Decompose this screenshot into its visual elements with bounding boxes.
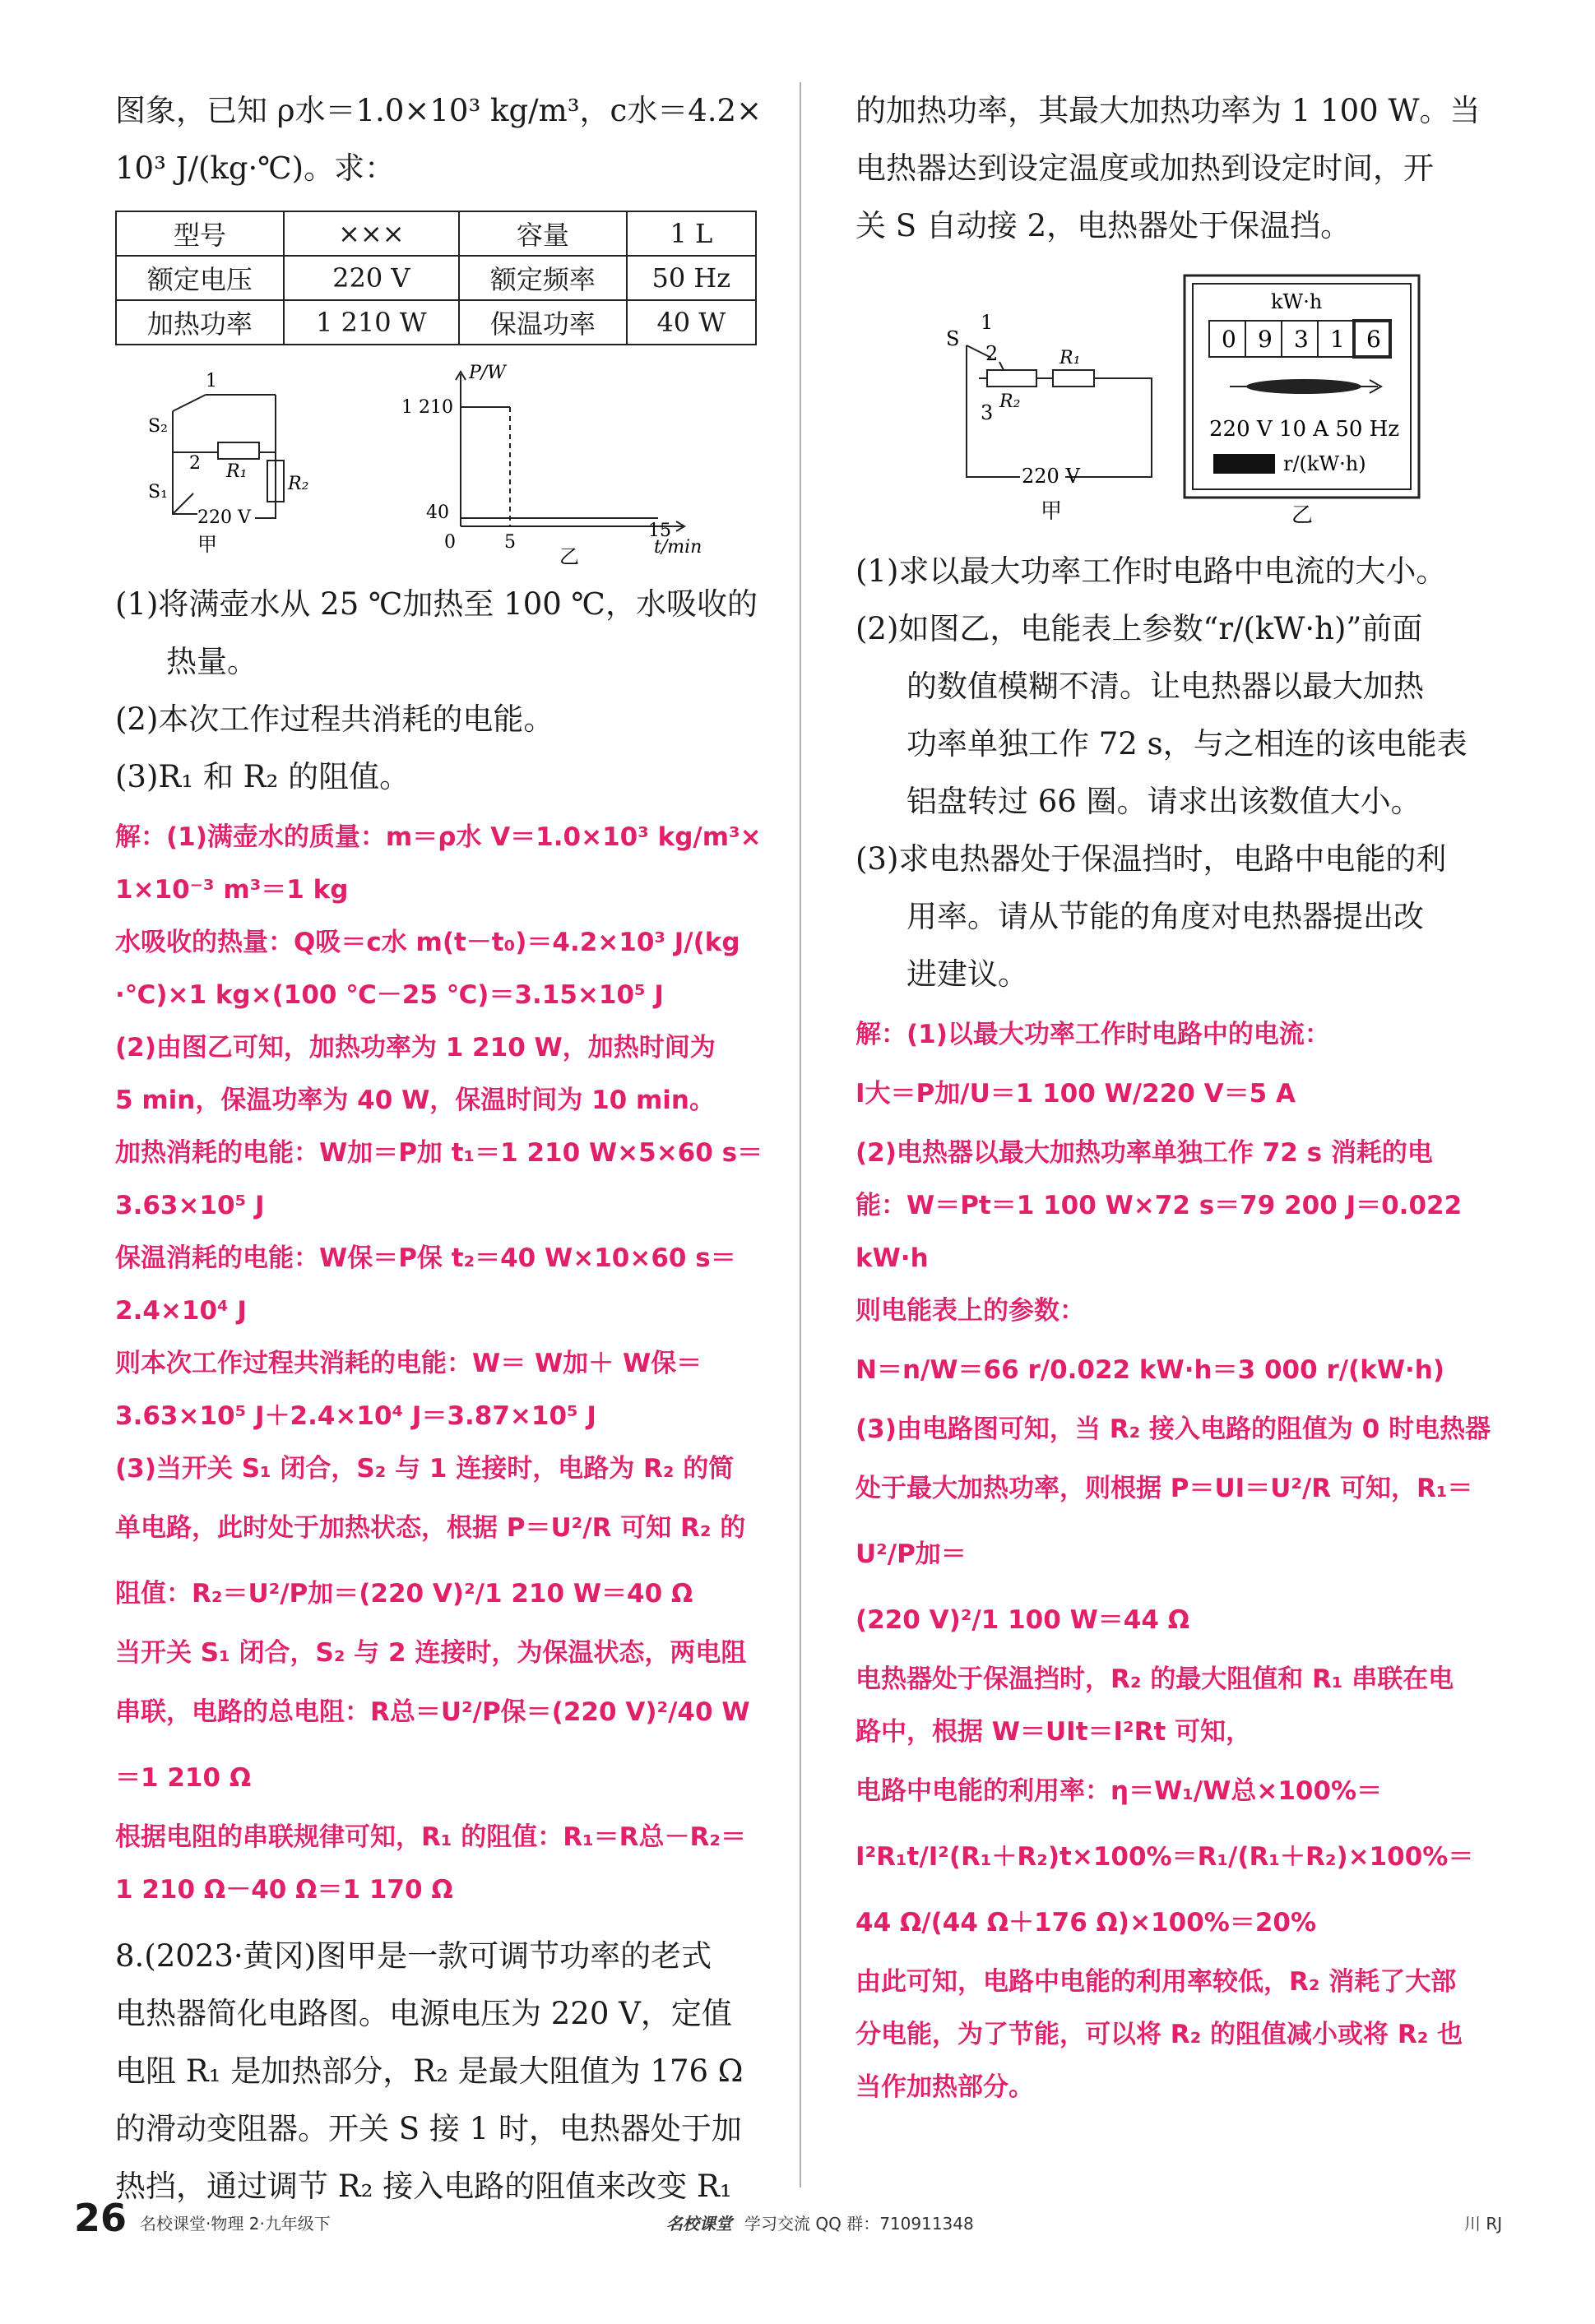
- solution-line: 解：(1)以最大功率工作时电路中的电流：: [855, 1020, 1330, 1049]
- question-8-line: 热挡，通过调节 R₂ 接入电路的阻值来改变 R₁: [115, 2169, 732, 2204]
- caption-yi: 乙: [559, 545, 579, 567]
- question-3-line: 用率。请从节能的角度对电热器提出改: [906, 899, 1424, 934]
- table-cell: 50 Hz: [627, 256, 756, 300]
- solution-line: 分电能，为了节能，可以将 R₂ 的阻值减小或将 R₂ 也: [855, 2020, 1463, 2049]
- solution-line: N＝n/W＝66 r/0.022 kW·h＝3 000 r/(kW·h): [855, 1355, 1445, 1385]
- table-cell: 1 L: [627, 211, 756, 256]
- solution-line: 3.63×10⁵ J＋2.4×10⁴ J＝3.87×10⁵ J: [115, 1401, 596, 1431]
- caption-yi: 乙: [1291, 503, 1314, 528]
- solution-line: 保温消耗的电能：W保＝P保 t₂＝40 W×10×60 s＝: [115, 1243, 736, 1273]
- table-cell: ×××: [284, 211, 459, 256]
- solution-line: 1×10⁻³ m³＝1 kg: [115, 875, 349, 905]
- solution-line: 2.4×10⁴ J: [115, 1296, 247, 1326]
- solution-line: 根据电阻的串联规律可知，R₁ 的阻值：R₁＝R总－R₂＝: [115, 1822, 747, 1852]
- page-number: 26: [74, 2196, 128, 2240]
- solution-line: (2)电热器以最大加热功率单独工作 72 s 消耗的电: [855, 1138, 1433, 1168]
- intro-line-1: 图象，已知 ρ水＝1.0×10³ kg/m³，c水＝4.2×: [115, 93, 763, 128]
- solution-line: 水吸收的热量：Q吸＝c水 m(t－t₀)＝4.2×10³ J/(kg: [115, 928, 740, 957]
- qq-group: 学习交流 QQ 群：710911348: [744, 2214, 974, 2234]
- meter-digit: 1: [1330, 326, 1345, 353]
- solution-line: 处于最大加热功率，则根据 P＝UI＝U²/R 可知，R₁＝U²/P加＝: [855, 1474, 1473, 1569]
- caption-jia: 甲: [197, 533, 217, 556]
- circuit-diagram-jia-right: [930, 312, 1176, 535]
- solution-block: [115, 811, 773, 1916]
- y-tick-1210: 1 210: [401, 397, 453, 418]
- meter-digit: 0: [1222, 326, 1236, 353]
- label-s1: S₁: [148, 482, 168, 502]
- question-2-line: 功率单独工作 72 s，与之相连的该电能表: [906, 726, 1467, 762]
- question-1-line-2: 热量。: [166, 644, 257, 679]
- x-tick-5: 5: [504, 532, 516, 553]
- question-8-cont-line: 关 S 自动接 2，电热器处于保温挡。: [855, 208, 1352, 243]
- solution-line: 则电能表上的参数：: [855, 1296, 1085, 1326]
- solution-line: 当作加热部分。: [855, 2072, 1034, 2102]
- solution-line: (3)由电路图可知，当 R₂ 接入电路的阻值为 0 时电热器: [855, 1414, 1491, 1444]
- page-footer: [74, 2196, 1522, 2245]
- caption-jia: 甲: [1041, 499, 1063, 524]
- question-8-line: 电阻 R₁ 是加热部分，R₂ 是最大阻值为 176 Ω: [115, 2053, 744, 2089]
- solution-line: (2)由图乙可知，加热功率为 1 210 W，加热时间为: [115, 1033, 716, 1062]
- question-1: (1)求以最大功率工作时电路中电流的大小。: [855, 553, 1447, 589]
- label-s2: S₂: [148, 416, 168, 437]
- solution-line: 能：W＝Pt＝1 100 W×72 s＝79 200 J＝0.022 kW·h: [855, 1191, 1463, 1273]
- energy-meter: [1180, 271, 1427, 535]
- table-cell: 容量: [459, 211, 627, 256]
- label-r2: R₂: [288, 474, 309, 494]
- solution-line: 加热消耗的电能：W加＝P加 t₁＝1 210 W×5×60 s＝: [115, 1138, 763, 1168]
- table-cell: 保温功率: [459, 300, 627, 345]
- left-column: [115, 82, 773, 2215]
- solution-line: I大＝P加/U＝1 100 W/220 V＝5 A: [855, 1079, 1296, 1109]
- x-tick-0: 0: [444, 532, 456, 553]
- figure-row: [115, 362, 773, 576]
- question-8-line: 的滑动变阻器。开关 S 接 1 时，电热器处于加: [115, 2111, 742, 2146]
- label-r1: R₁: [226, 461, 248, 482]
- solution-line: 单电路，此时处于加热状态，根据 P＝U²/R 可知 R₂ 的: [115, 1513, 746, 1543]
- question-2-line: 铝盘转过 66 圈。请求出该数值大小。: [906, 784, 1421, 819]
- question-1: [115, 576, 773, 633]
- label-2: 2: [985, 342, 999, 365]
- question-2-line: 的数值模糊不清。让电热器以最大加热: [906, 669, 1424, 704]
- question-8: [115, 1928, 773, 2215]
- solution-line: 1 210 Ω－40 Ω＝1 170 Ω: [115, 1875, 453, 1905]
- meter-unit: kW·h: [1271, 290, 1323, 313]
- meter-digit: 3: [1294, 326, 1309, 353]
- label-3: 3: [981, 401, 994, 424]
- solution-line: 3.63×10⁵ J: [115, 1191, 265, 1220]
- solution-line: ·℃)×1 kg×(100 ℃－25 ℃)＝3.15×10⁵ J: [115, 980, 664, 1010]
- label-voltage: 220 V: [197, 507, 251, 528]
- power-time-graph: [395, 362, 707, 567]
- x-tick-15: 15: [648, 521, 671, 541]
- column-divider: [800, 82, 801, 2187]
- solution-line: 解：(1)满壶水的质量：m＝ρ水 V＝1.0×10³ kg/m³×: [115, 822, 762, 852]
- x-axis-label: t/min: [654, 537, 702, 558]
- label-r1: R₁: [1059, 348, 1081, 368]
- question-8-line: 8.(2023·黄冈)图甲是一款可调节功率的老式: [115, 1938, 712, 1974]
- question-3-line: (3)求电热器处于保温挡时，电路中电能的利: [855, 841, 1447, 877]
- brand-logo: 名校课堂: [666, 2214, 732, 2234]
- question-8-line: 电热器简化电路图。电源电压为 220 V，定值: [115, 1996, 732, 2031]
- table-row: [116, 256, 756, 300]
- solution-line: 当开关 S₁ 闭合，S₂ 与 2 连接时，为保温状态，两电阻: [115, 1638, 747, 1668]
- solution-line: 路中，根据 W＝UIt＝I²Rt 可知，: [855, 1717, 1252, 1747]
- label-2: 2: [189, 453, 201, 474]
- spec-table: [115, 211, 757, 345]
- question-2-line: (2)如图乙，电能表上参数“r/(kW·h)”前面: [855, 611, 1423, 646]
- solution-line: 电热器处于保温挡时，R₂ 的最大阻值和 R₁ 串联在电: [855, 1664, 1454, 1694]
- solution-line: (3)当开关 S₁ 闭合，S₂ 与 1 连接时，电路为 R₂ 的简: [115, 1454, 735, 1484]
- meter-rev-unit: r/(kW·h): [1283, 452, 1366, 475]
- book-title: 名校课堂·物理 2·九年级下: [140, 2214, 331, 2234]
- table-cell: 额定电压: [116, 256, 284, 300]
- solution-line: (220 V)²/1 100 W＝44 Ω: [855, 1605, 1190, 1635]
- table-cell: 1 210 W: [284, 300, 459, 345]
- circuit-diagram-jia: [148, 362, 337, 567]
- right-column: [855, 82, 1514, 2113]
- solution-line: 阻值：R₂＝U²/P加＝(220 V)²/1 210 W＝40 Ω: [115, 1579, 693, 1609]
- edition-label: 川 RJ: [1464, 2214, 1503, 2234]
- solution-line: 串联，电路的总电阻：R总＝U²/P保＝(220 V)²/40 W＝1 210 Ω: [115, 1697, 750, 1793]
- question-2: (2)本次工作过程共消耗的电能。: [115, 701, 554, 737]
- question-8-cont-line: 电热器达到设定温度或加热到设定时间，开: [855, 150, 1434, 186]
- table-cell: 40 W: [627, 300, 756, 345]
- solution-line: I²R₁t/I²(R₁＋R₂)t×100%＝R₁/(R₁＋R₂)×100%＝: [855, 1842, 1474, 1872]
- y-tick-40: 40: [426, 502, 449, 523]
- label-s: S: [946, 327, 960, 350]
- meter-spec: 220 V 10 A 50 Hz: [1209, 417, 1400, 442]
- question-3: (3)R₁ 和 R₂ 的阻值。: [115, 759, 410, 794]
- label-r2: R₂: [999, 391, 1021, 412]
- question-8-cont-line: 的加热功率，其最大加热功率为 1 100 W。当: [855, 93, 1481, 128]
- table-cell: 加热功率: [116, 300, 284, 345]
- label-voltage: 220 V: [1022, 465, 1080, 488]
- table-row: [116, 211, 756, 256]
- y-axis-label: P/W: [469, 363, 506, 383]
- solution-line: 5 min，保温功率为 40 W，保温时间为 10 min。: [115, 1086, 715, 1115]
- question-3-line: 进建议。: [906, 956, 1028, 992]
- solution-line: 则本次工作过程共消耗的电能：W＝ W加＋ W保＝: [115, 1349, 702, 1378]
- solution-line: 44 Ω/(44 Ω＋176 Ω)×100%＝20%: [855, 1908, 1317, 1937]
- table-cell: 220 V: [284, 256, 459, 300]
- question-1-line-1: (1)将满壶水从 25 ℃加热至 100 ℃，水吸收的: [115, 586, 758, 622]
- label-1: 1: [206, 371, 217, 391]
- solution-line: 电路中电能的利用率：η＝W₁/W总×100%＝: [855, 1776, 1383, 1806]
- blurred-value: [1213, 454, 1275, 474]
- solution-block: [855, 1008, 1514, 2113]
- table-cell: 额定频率: [459, 256, 627, 300]
- meter-digit: 6: [1366, 326, 1381, 353]
- table-cell: 型号: [116, 211, 284, 256]
- label-1: 1: [981, 312, 994, 334]
- solution-line: 由此可知，电路中电能的利用率较低，R₂ 消耗了大部: [855, 1967, 1457, 1997]
- figure-row-right: [855, 263, 1514, 543]
- table-row: [116, 300, 756, 345]
- meter-digit: 9: [1258, 326, 1273, 353]
- intro-line-2: 10³ J/(kg·℃)。求：: [115, 150, 396, 186]
